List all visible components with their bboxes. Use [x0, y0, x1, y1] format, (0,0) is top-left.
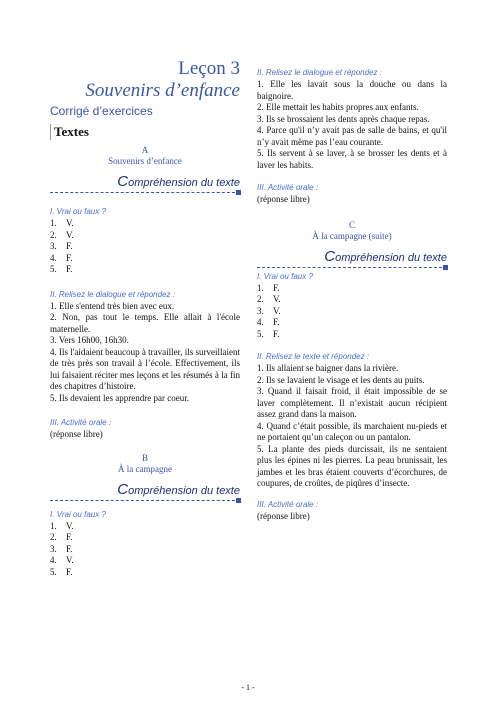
section-a-vrai-faux-list [50, 218, 240, 276]
answer-paragraph: 5. La plante des pieds durcissait, ils ne sentaient plus les épines ni les pierres. La peau brunissait, les jambes et les bras étaient couverts d’écorchures, de coupures, de croûtes, de piqûres d’insecte. [257, 443, 447, 488]
section-a-name: Souvenirs d’enfance [108, 156, 182, 166]
section-c-comprehension-heading: Compréhension du texte [257, 248, 447, 268]
lesson-number: Leçon 3 [178, 58, 240, 79]
section-c-letter: C [348, 219, 355, 230]
list-item: 3. F. [50, 543, 73, 554]
section-c-name: À la campagne (suite) [312, 230, 392, 241]
lesson-title: Souvenirs d’enfance [85, 80, 240, 101]
left-column [50, 58, 240, 578]
section-b-comprehension-heading: Compréhension du texte [50, 481, 240, 501]
answer-paragraph: 3. Vers 16h00, 16h30. [50, 335, 129, 345]
list-item: 4. V. [50, 555, 74, 565]
section-b-name: À la campagne [118, 463, 172, 474]
section-b-dialogue-title: II. Relisez le dialogue et répondez : [257, 68, 382, 77]
answer-paragraph: 3. Quand il faisait froid, il était impossible de se laver complètement. Il n’existait aucun récipient assez grand dans la maison. [257, 386, 447, 419]
answer-paragraph: 4. Quand c’était possible, ils marchaient nu-pieds et ne portaient qu’un caleçon ou un pantalon. [257, 420, 447, 442]
answer-paragraph: 2. Ils se lavaient le visage et les dents au puits. [257, 374, 425, 385]
section-b-vrai-faux-list [50, 521, 240, 579]
answer-paragraph: 3. Ils se brossaient les dents après chaque repas. [257, 113, 430, 124]
list-item: 2. V. [257, 294, 281, 304]
answer-paragraph: 4. Parce qu'il n’y avait pas de salle de bains, et qu'il n’y avait même pas l’eau courante. [257, 125, 447, 147]
lesson-subtitle: Corrigé d’exercices [50, 104, 153, 118]
answer-paragraph: 1. Elle s'entend très bien avec eux. [50, 300, 175, 311]
section-c-oral-title: III. Activité orale : [257, 499, 319, 509]
list-item: 2. V. [50, 229, 74, 240]
answer-paragraph: 5. Ils devaient les apprendre par coeur. [50, 392, 189, 403]
list-item: 1. V. [50, 520, 74, 531]
right-column [257, 68, 447, 522]
textes-heading: Textes [50, 124, 89, 140]
page-number: - 1 - [241, 683, 255, 692]
section-a-vrai-faux-title: I. Vrai ou faux ? [50, 207, 106, 216]
answer-paragraph: 1. Elle les lavait sous la douche ou dans la baignoire. [257, 79, 447, 101]
list-item: 1. F. [257, 282, 280, 293]
section-c-texte-title: II. Relisez le texte et répondez : [257, 352, 370, 361]
section-b-vrai-faux-title: I. Vrai ou faux ? [50, 509, 106, 519]
answer-paragraph: 1. Ils allaient se baigner dans la rivière. [257, 363, 399, 373]
answer-paragraph: 5. Ils servent à se laver, à se brosser les dents et à laver les habits. [257, 148, 447, 170]
answer-paragraph: 2. Elle mettait les habits propres aux enfants. [257, 102, 419, 112]
list-item: 2. F. [50, 532, 73, 542]
section-c-vrai-faux-title: I. Vrai ou faux ? [257, 271, 313, 281]
list-item: 5. F. [257, 328, 280, 339]
list-item: 4. F. [257, 317, 280, 327]
list-item: 1. V. [50, 218, 74, 228]
list-item: 3. F. [50, 241, 73, 251]
section-c-oral-answer: (réponse libre) [257, 510, 310, 521]
section-a-oral-answer: (réponse libre) [50, 429, 103, 439]
section-a-oral-title: III. Activité orale : [50, 418, 112, 427]
section-a-dialogue-title: II. Relisez le dialogue et répondez : [50, 289, 175, 299]
section-a-comprehension-heading: Compréhension du texte [50, 173, 240, 193]
section-a-letter: A [141, 145, 149, 155]
section-b-oral-answer: (réponse libre) [257, 194, 310, 204]
answer-paragraph: 2. Non, pas tout le temps. Elle allait à l'école maternelle. [50, 312, 240, 334]
list-item: 5. F. [50, 566, 73, 577]
list-item: 4. F. [50, 252, 73, 263]
answer-paragraph: 4. Ils l'aidaient beaucoup à travailler, ils surveillaient de très près son travail à l’école. Effectivement, ils lui faisaient réciter mes leçons et les résumés à la fin des chapitres d’histoire. [50, 346, 240, 391]
section-b-oral-title: III. Activité orale : [257, 183, 319, 192]
section-c-vrai-faux-list [257, 283, 447, 341]
list-item: 5. F. [50, 264, 73, 274]
list-item: 3. V. [257, 305, 281, 316]
section-b-letter: B [141, 452, 148, 463]
